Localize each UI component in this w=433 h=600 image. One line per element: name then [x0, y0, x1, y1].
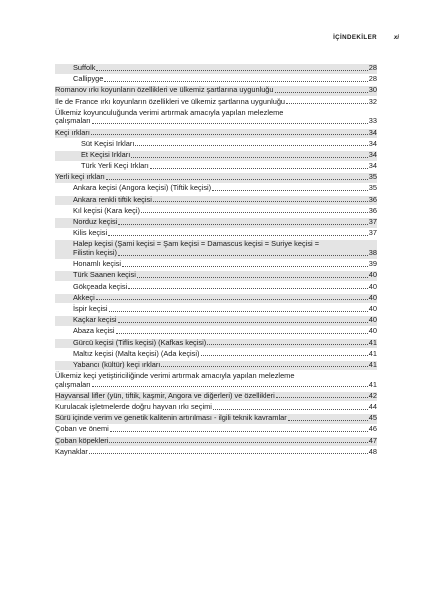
toc-entry[interactable]: [55, 260, 377, 270]
toc-entry-line: [73, 249, 377, 258]
toc-entry[interactable]: [55, 414, 377, 424]
toc-entry[interactable]: [55, 403, 377, 413]
toc-entry-page: 41: [368, 379, 377, 389]
running-title: İÇİNDEKİLER: [333, 34, 377, 41]
toc-entry-page: 41: [368, 348, 377, 358]
dot-leader: [110, 431, 368, 432]
toc-entry[interactable]: [55, 162, 377, 172]
toc-entry-page: 40: [368, 292, 377, 302]
toc-entry-line: [55, 86, 377, 95]
toc-entry-title: Kaynaklar: [55, 446, 88, 456]
toc-entry-title: İspir keçisi: [73, 303, 108, 313]
toc-entry[interactable]: [55, 229, 377, 239]
toc-entry-line: [73, 184, 377, 193]
toc-entry[interactable]: [55, 184, 377, 194]
toc-entry-title: Kaçkar keçisi: [73, 315, 117, 325]
toc-entry[interactable]: [55, 305, 377, 315]
toc-entry[interactable]: [55, 64, 377, 74]
toc-entry-page: 28: [368, 74, 377, 84]
toc-entry[interactable]: [55, 392, 377, 402]
dot-leader: [109, 311, 368, 312]
toc-entry[interactable]: [55, 218, 377, 228]
toc-entry-line: [73, 339, 377, 348]
toc-entry-title: Çoban ve önemi: [55, 424, 109, 434]
dot-leader: [116, 333, 368, 334]
dot-leader: [288, 420, 368, 421]
table-of-contents: [55, 64, 377, 459]
toc-entry-title: Filistin keçisi): [73, 248, 117, 257]
toc-entry-line: [81, 162, 377, 171]
toc-entry-title: Et Keçisi Irkları: [81, 149, 131, 159]
toc-entry[interactable]: [55, 448, 377, 458]
toc-entry-line: [55, 448, 377, 457]
toc-entry-page: 33: [368, 116, 377, 126]
dot-leader: [109, 442, 367, 443]
toc-entry-title: Ankara keçisi (Angora keçisi) (Tiftik keçisi): [73, 183, 212, 193]
dot-leader: [122, 266, 368, 267]
toc-entry-page: 40: [368, 315, 377, 325]
dot-leader: [207, 344, 368, 345]
toc-entry-title: Türk Yerli Keçi Irkları: [81, 161, 149, 171]
toc-entry-page: 34: [368, 149, 377, 159]
dot-leader: [118, 224, 367, 225]
toc-entry-title: Honamlı keçisi: [73, 259, 122, 269]
dot-leader: [118, 322, 368, 323]
toc-entry-line: [55, 129, 377, 138]
toc-entry-line: [73, 350, 377, 359]
toc-entry-page: 42: [368, 390, 377, 400]
toc-entry-line: [55, 381, 377, 390]
toc-entry-page: 41: [368, 359, 377, 369]
dot-leader: [201, 355, 368, 356]
toc-entry-page: 30: [368, 85, 377, 95]
toc-entry-page: 45: [368, 413, 377, 423]
dot-leader: [135, 145, 367, 146]
toc-entry-line: [73, 229, 377, 238]
toc-entry-title: Abaza keçisi: [73, 326, 115, 336]
dot-leader: [161, 366, 367, 367]
toc-entry-page: 34: [368, 161, 377, 171]
toc-entry[interactable]: [55, 207, 377, 217]
toc-entry[interactable]: [55, 350, 377, 360]
toc-entry-title: Norduz keçisi: [73, 217, 118, 227]
dot-leader: [212, 190, 368, 191]
toc-entry[interactable]: [55, 140, 377, 150]
toc-entry[interactable]: [55, 75, 377, 85]
toc-entry-page: 28: [368, 63, 377, 72]
dot-leader: [137, 277, 368, 278]
toc-entry-title: Kıl keçisi (Kara keçi): [73, 205, 140, 215]
toc-entry-line: [73, 327, 377, 336]
toc-entry-line: [55, 98, 377, 107]
toc-entry[interactable]: [55, 109, 377, 127]
toc-entry-title: Callipyge: [73, 74, 104, 84]
toc-entry-title: Gürcü keçisi (Tiflis keçisi) (Kafkas keçisi): [73, 337, 207, 347]
toc-entry-line: [73, 283, 377, 292]
toc-entry[interactable]: [55, 361, 377, 371]
toc-entry-title: Ile de France ırkı koyunların özellikleri ve ülkemiz şartlarına uygunluğu: [55, 96, 286, 106]
toc-entry[interactable]: [55, 437, 377, 447]
toc-entry[interactable]: [55, 173, 377, 183]
toc-entry[interactable]: [55, 240, 377, 258]
toc-entry-line: [73, 75, 377, 84]
dot-leader: [96, 299, 368, 300]
toc-entry-page: 39: [368, 259, 377, 269]
toc-entry-page: 35: [368, 183, 377, 193]
toc-entry-page: 41: [368, 337, 377, 347]
toc-entry-line: [73, 361, 377, 370]
toc-entry-page: 37: [368, 217, 377, 227]
toc-entry[interactable]: [55, 372, 377, 390]
dot-leader: [96, 70, 367, 71]
dot-leader: [108, 235, 368, 236]
toc-entry-page: 40: [368, 303, 377, 313]
dot-leader: [286, 103, 368, 104]
toc-entry-page: 46: [368, 424, 377, 434]
toc-entry-title: Suffolk: [73, 63, 96, 72]
toc-entry-title: Hayvansal lifler (yün, tiftik, kaşmir, Angora ve diğerleri) ve özellikleri: [55, 390, 275, 400]
toc-entry-title: Ankara renkli tiftik keçisi: [73, 194, 152, 204]
toc-entry-title: Akkeçi: [73, 292, 95, 302]
toc-entry-line: [55, 392, 377, 401]
dot-leader: [92, 386, 368, 387]
toc-entry[interactable]: [55, 294, 377, 304]
toc-entry[interactable]: [55, 196, 377, 206]
toc-entry-line: [55, 117, 377, 126]
dot-leader: [106, 179, 368, 180]
toc-entry[interactable]: [55, 129, 377, 139]
toc-entry-page: 40: [368, 281, 377, 291]
toc-entry-line: [73, 207, 377, 216]
toc-entry-title: Kilis keçisi: [73, 228, 108, 238]
dot-leader: [276, 397, 368, 398]
dot-leader: [89, 453, 368, 454]
toc-entry-title: Sürü içinde verim ve genetik kalitenin artırılması - ilgili teknik kavramlar: [55, 413, 287, 423]
dot-leader: [128, 288, 368, 289]
toc-entry-title-first-line: Ülkemiz koyunculuğunda verimi artırmak amacıyla yapılan melezleme: [55, 107, 284, 117]
toc-entry-line: [73, 218, 377, 227]
toc-entry-title: Romanov ırkı koyunların özellikleri ve ülkemiz şartlarına uygunluğu: [55, 85, 274, 95]
toc-entry[interactable]: [55, 316, 377, 326]
dot-leader: [91, 134, 368, 135]
page-number: xi: [393, 34, 399, 41]
toc-entry-title: çalışmaları: [55, 379, 91, 389]
toc-entry-line: [73, 196, 377, 205]
dot-leader: [104, 81, 367, 82]
toc-entry-title-first-line: Halep keçisi (Şami keçisi = Şam keçisi = Damascus keçisi = Suriye keçisi =: [73, 239, 320, 249]
toc-entry-title: Yabancı (kültür) keçi ırkları: [73, 359, 161, 369]
toc-entry-page: 40: [368, 326, 377, 336]
toc-entry-title: çalışmaları: [55, 116, 91, 126]
toc-entry-line: [55, 425, 377, 434]
toc-entry-line: [81, 151, 377, 160]
toc-entry-title: Keçi ırkları: [55, 127, 90, 137]
toc-entry-line: [73, 271, 377, 280]
toc-entry-line: [55, 437, 377, 446]
toc-entry-page: 36: [368, 194, 377, 204]
dot-leader: [275, 92, 368, 93]
toc-entry-line: [55, 414, 377, 423]
toc-entry-title: Gökçeada keçisi: [73, 281, 128, 291]
toc-entry[interactable]: [55, 86, 377, 96]
toc-entry[interactable]: [55, 271, 377, 281]
toc-entry-line: [73, 305, 377, 314]
toc-entry-page: 38: [368, 248, 377, 257]
dot-leader: [131, 157, 367, 158]
toc-entry-title: Yerli keçi ırkları: [55, 172, 105, 182]
dot-leader: [213, 409, 368, 410]
toc-entry[interactable]: [55, 98, 377, 108]
toc-entry[interactable]: [55, 327, 377, 337]
toc-entry-page: 32: [368, 96, 377, 106]
toc-entry-line: [73, 260, 377, 269]
dot-leader: [118, 255, 368, 256]
toc-entry-page: 47: [368, 435, 377, 445]
toc-entry-page: 48: [368, 446, 377, 456]
dot-leader: [92, 123, 368, 124]
toc-entry-line: [55, 173, 377, 182]
toc-entry-title-first-line: Ülkemiz keçi yetiştiriciliğinde verimi artırmak amacıyla yapılan melezleme: [55, 371, 295, 381]
toc-entry-page: 37: [368, 228, 377, 238]
toc-entry-line: [81, 140, 377, 149]
toc-entry-title: Maltız keçisi (Malta keçisi) (Ada keçisi): [73, 348, 200, 358]
toc-entry-page: 36: [368, 205, 377, 215]
dot-leader: [150, 168, 368, 169]
toc-entry-line: [55, 403, 377, 412]
toc-entry[interactable]: [55, 339, 377, 349]
toc-entry-page: 34: [368, 127, 377, 137]
dot-leader: [141, 212, 368, 213]
toc-entry-line: [73, 294, 377, 303]
toc-entry[interactable]: [55, 283, 377, 293]
toc-entry[interactable]: [55, 425, 377, 435]
toc-entry-line: [73, 64, 377, 73]
toc-entry-page: 40: [368, 270, 377, 280]
toc-entry-line: [73, 316, 377, 325]
toc-entry-page: 44: [368, 402, 377, 412]
toc-entry[interactable]: [55, 151, 377, 161]
dot-leader: [153, 201, 368, 202]
toc-entry-title: Çoban köpekleri: [55, 435, 109, 445]
toc-entry-title: Türk Saanen keçisi: [73, 270, 136, 280]
toc-entry-title: Süt Keçisi Irkları: [81, 138, 135, 148]
toc-entry-title: Kurulacak işletmelerde doğru hayvan ırkı seçimi: [55, 402, 212, 412]
toc-entry-page: 35: [368, 172, 377, 182]
toc-entry-page: 34: [368, 138, 377, 148]
page-header: [0, 34, 433, 46]
